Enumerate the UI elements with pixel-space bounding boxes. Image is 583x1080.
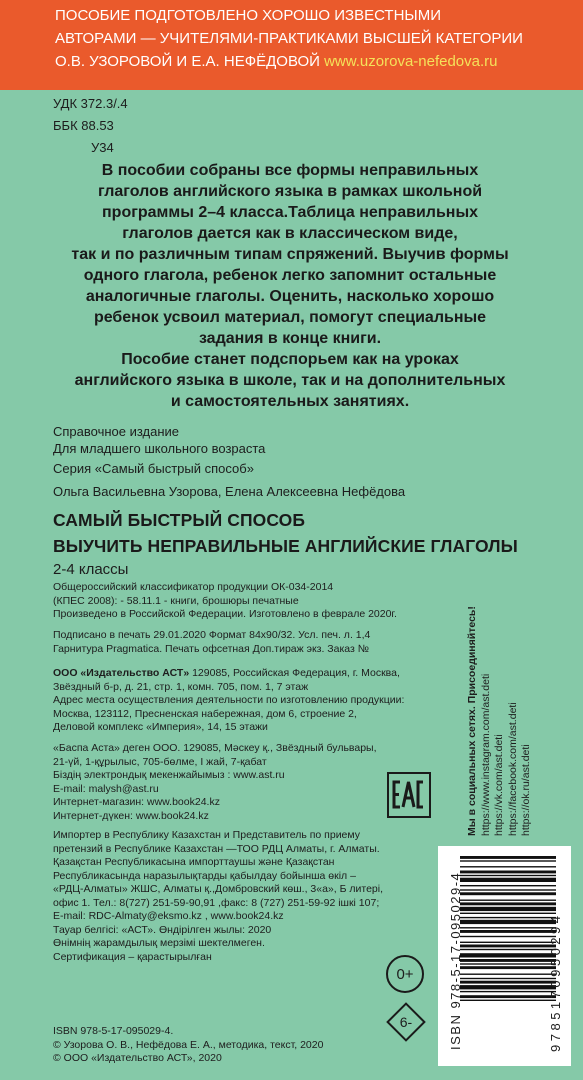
publisher-block	[53, 667, 404, 735]
print-info-line: Гарнитура Pragmatica. Печать офсетная Доп.тираж экз. Заказ №	[53, 642, 370, 655]
annotation-line: Пособие станет подспорьем как на уроках	[121, 351, 459, 368]
importer-line: Импортер в Республику Казахстан и Представитель по приему	[53, 829, 360, 841]
banner-line-2: АВТОРАМИ — УЧИТЕЛЯМИ-ПРАКТИКАМИ ВЫСШЕЙ КАТЕГОРИИ	[55, 30, 523, 47]
kazakh-line: 21-үй, 1-құрылыс, 705-бөлме, І жай, 7-қабат	[53, 755, 267, 768]
importer-line: офис 1. Тел.: 8(727) 251-59-90,91 ,факс: 8 (727) 251-59-92 ішкі 107;	[53, 896, 380, 909]
publisher-address: 129085, Российская Федерация, г. Москва,	[189, 667, 400, 679]
barcode-isbn: ISBN 978-5-17-095029-4	[448, 871, 463, 1050]
kazakh-line: E-mail: malysh@ast.ru	[53, 782, 159, 795]
importer-line: Өнімнің жарамдылық мерзімі шектелмеген.	[53, 937, 265, 949]
importer-line: E-mail: RDC-Almaty@eksmo.kz , www.book24.kz	[53, 910, 284, 922]
age-restriction-label: 6-	[399, 1014, 413, 1030]
edition-type: Справочное издание	[53, 424, 180, 439]
social-link-facebook[interactable]: https://facebook.com/ast.deti	[506, 702, 519, 836]
annotation-line: и самостоятельных занятиях.	[170, 393, 410, 410]
series: Серия «Самый быстрый способ»	[53, 461, 254, 476]
authors: Ольга Васильевна Узорова, Елена Алексеевна Нефёдова	[53, 484, 406, 499]
social-link-vk[interactable]: https://vk.com/ast.deti	[493, 734, 505, 836]
publisher-address-line: Звёздный б-р, д. 21, стр. 1, комн. 705, пом. 1, 7 этаж	[53, 680, 309, 693]
banner-website-link[interactable]: www.uzorova-nefedova.ru	[324, 53, 498, 70]
age-rating-badge: 0+	[386, 955, 424, 993]
classifier-line: Общероссийский классификатор продукции ОК-034-2014	[53, 581, 334, 593]
annotation-line: задания в конце книги.	[198, 330, 382, 347]
print-info-line: Подписано в печать 29.01.2020 Формат 84х90/32. Усл. печ. л. 1,4	[53, 629, 371, 641]
annotation-line: глаголов английского языка в рамках школьной	[97, 183, 483, 200]
annotation-line: аналогичные глаголы. Оценить, насколько хорошо	[85, 288, 495, 305]
kazakh-block	[53, 742, 377, 823]
classifier-line: Произведено в Российской Федерации. Изготовлено в феврале 2020г.	[53, 608, 397, 620]
banner-line-1: ПОСОБИЕ ПОДГОТОВЛЕНО ХОРОШО ИЗВЕСТНЫМИ	[55, 7, 441, 24]
author-mark: У34	[91, 140, 114, 155]
annotation-line: английского языка в школе, так и на дополнительных	[74, 372, 506, 389]
social-links	[466, 536, 532, 836]
importer-line: Тауар белгісі: «АСТ». Өндірілген жылы: 2020	[53, 923, 272, 936]
audience: Для младшего школьного возраста	[53, 441, 266, 456]
social-link-ok[interactable]: https://ok.ru/ast.deti	[520, 744, 532, 836]
annotation-line: программы 2–4 класса.Таблица неправильных	[102, 204, 478, 221]
publisher-address-line	[53, 667, 404, 681]
annotation-line: В пособии собраны все формы неправильных	[101, 162, 479, 179]
book-title-line-2: ВЫУЧИТЬ НЕПРАВИЛЬНЫЕ АНГЛИЙСКИЕ ГЛАГОЛЫ	[53, 536, 518, 556]
importer-line: «РДЦ-Алматы» ЖШС, Алматы қ.,Домбровский көш., 3«а», Б литері,	[53, 883, 384, 895]
banner-authors: О.В. УЗОРОВОЙ И Е.А. НЕФЁДОВОЙ	[55, 53, 320, 70]
print-info-block	[53, 629, 370, 656]
banner-line-3	[55, 52, 498, 72]
kazakh-line: Интернет-дүкен: www.book24.kz	[53, 809, 209, 822]
production-address-line: Москва, 123112, Пресненская набережная, дом 6, строение 2,	[53, 707, 357, 720]
production-address-line: Адрес места осуществления деятельности по изготовлению продукции:	[53, 694, 405, 706]
copyright-line: © Узорова О. В., Нефёдова Е. А., методика, текст, 2020	[53, 1038, 324, 1051]
publisher-name: ООО «Издательство АСТ»	[53, 667, 190, 679]
importer-line: Қазақстан Республикасына импорттаушы және Қазақстан	[53, 856, 335, 868]
social-heading: Мы в социальных сетях. Присоединяйтесь!	[466, 606, 478, 836]
importer-line: претензий в Республике Казахстан —ТОО РДЦ Алматы, г. Алматы.	[53, 842, 380, 855]
importer-block	[53, 829, 383, 964]
udk-code: УДК 372.3/.4	[53, 96, 128, 111]
social-link-instagram[interactable]: https://www.instagram.com/ast.deti	[479, 673, 492, 836]
annotation-line: ребенок усвоил материал, помогут специальные	[93, 309, 487, 326]
annotation-text	[30, 160, 550, 412]
importer-line: Сертификация – қарастырылған	[53, 950, 212, 963]
kazakh-line: Интернет-магазин: www.book24.kz	[53, 796, 220, 808]
eac-mark-icon	[387, 772, 431, 818]
classifier-block	[53, 581, 397, 622]
kazakh-line: «Баспа Аста» деген ООО. 129085, Мәскеу қ., Звёздный бульвары,	[53, 742, 377, 754]
grades: 2-4 классы	[53, 561, 129, 578]
promo-banner	[0, 0, 583, 90]
barcode-digits: 9785170950294	[548, 912, 563, 1052]
bbk-code: ББК 88.53	[53, 118, 114, 133]
classifier-line: (КПЕС 2008): - 58.11.1 - книги, брошюры печатные	[53, 594, 299, 607]
importer-line: Республикасында наразылықтарды қабылдау бойынша өкіл –	[53, 869, 356, 882]
annotation-line: глаголов дается как в классическом виде,	[122, 225, 458, 242]
eac-glyph-icon	[389, 774, 428, 815]
kazakh-line: Біздің электрондық мекенжайымыз : www.ast.ru	[53, 769, 285, 781]
book-title-line-1: САМЫЙ БЫСТРЫЙ СПОСОБ	[53, 510, 306, 530]
annotation-line: так и по различным типам спряжений. Выучив формы	[71, 246, 509, 263]
production-address-line: Деловой комплекс «Империя», 14, 15 этажи	[53, 721, 268, 733]
isbn-line: ISBN 978-5-17-095029-4.	[53, 1025, 174, 1037]
copyright-line: © ООО «Издательство АСТ», 2020	[53, 1052, 222, 1064]
copyright-block	[53, 1025, 323, 1066]
annotation-line: одного глагола, ребенок легко запомнит остальные	[83, 267, 497, 284]
